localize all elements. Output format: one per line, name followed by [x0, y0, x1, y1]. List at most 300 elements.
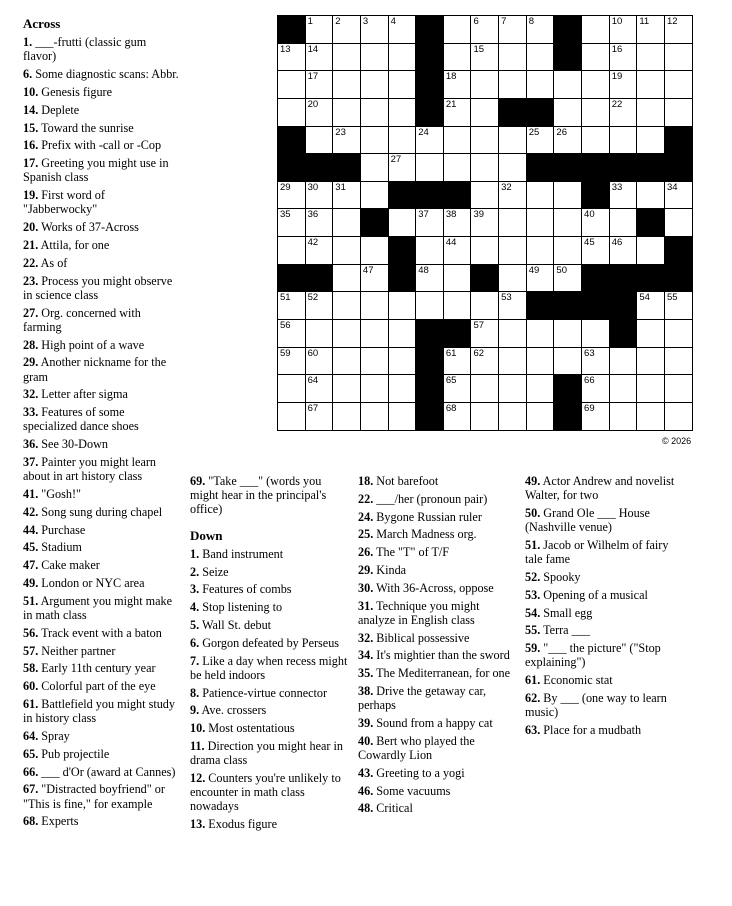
grid-cell[interactable] [665, 99, 693, 127]
clue-number: 69. [190, 474, 206, 488]
grid-cell[interactable] [527, 44, 555, 72]
grid-cell[interactable] [444, 348, 472, 376]
grid-cell[interactable] [499, 237, 527, 265]
grid-cell[interactable] [278, 99, 306, 127]
grid-cell[interactable] [582, 375, 610, 403]
grid-cell[interactable] [333, 320, 361, 348]
down-clue [358, 510, 518, 524]
clue-text: Works of 37-Across [41, 220, 139, 235]
grid-cell[interactable] [278, 71, 306, 99]
grid-cell[interactable] [278, 44, 306, 72]
grid-cell[interactable] [637, 44, 665, 72]
grid-cell[interactable] [278, 403, 306, 431]
cell-number: 38 [445, 209, 457, 221]
clue-text: Some vacuums [376, 783, 451, 798]
grid-cell[interactable] [610, 44, 638, 72]
grid-cell[interactable] [499, 182, 527, 210]
clue-text: Process you might observe in science class [23, 273, 173, 302]
grid-cell[interactable] [665, 375, 693, 403]
across-clue [23, 67, 181, 81]
grid-cell[interactable] [444, 99, 472, 127]
clue-text: Another nickname for the gram [23, 355, 167, 384]
grid-cell[interactable] [306, 99, 334, 127]
down-clue [358, 563, 518, 577]
grid-cell[interactable] [610, 348, 638, 376]
grid-cell[interactable] [471, 71, 499, 99]
grid-cell[interactable] [554, 71, 582, 99]
clue-text: Track event with a baton [41, 625, 162, 640]
grid-cell[interactable] [527, 320, 555, 348]
grid-cell[interactable] [444, 71, 472, 99]
across-clue [23, 103, 181, 117]
black-square [554, 44, 582, 72]
grid-cell[interactable] [416, 154, 444, 182]
clue-text: London or NYC area [41, 575, 145, 590]
grid-cell[interactable] [499, 16, 527, 44]
grid-cell[interactable] [610, 403, 638, 431]
grid-cell[interactable] [306, 127, 334, 155]
grid-cell[interactable] [637, 182, 665, 210]
grid-cell[interactable] [471, 44, 499, 72]
grid-cell[interactable] [499, 44, 527, 72]
clue-number: 61. [23, 696, 39, 711]
grid-cell[interactable] [610, 237, 638, 265]
cell-number: 12 [666, 16, 678, 27]
grid-cell[interactable] [333, 292, 361, 320]
grid-cell[interactable] [306, 292, 334, 320]
grid-cell[interactable] [389, 209, 417, 237]
grid-cell[interactable] [306, 320, 334, 348]
black-square [416, 348, 444, 376]
grid-cell[interactable] [333, 71, 361, 99]
down-clue [525, 691, 685, 719]
grid-cell[interactable] [389, 127, 417, 155]
across-clue [23, 782, 181, 810]
grid-cell[interactable] [637, 320, 665, 348]
black-square [416, 99, 444, 127]
grid-cell[interactable] [610, 99, 638, 127]
grid-cell[interactable] [361, 320, 389, 348]
grid-cell[interactable] [527, 265, 555, 293]
grid-cell[interactable] [333, 16, 361, 44]
grid-cell[interactable] [471, 403, 499, 431]
grid-cell[interactable] [582, 44, 610, 72]
black-square [665, 127, 693, 155]
grid-cell[interactable] [665, 320, 693, 348]
cell-number: 20 [307, 98, 319, 110]
down-clue [358, 492, 518, 506]
grid-cell[interactable] [637, 71, 665, 99]
grid-cell[interactable] [278, 182, 306, 210]
grid-cell[interactable] [444, 237, 472, 265]
grid-cell[interactable] [637, 237, 665, 265]
grid-cell[interactable] [610, 16, 638, 44]
cell-number: 15 [473, 43, 485, 55]
clue-number: 42. [23, 504, 39, 519]
grid-cell[interactable] [637, 292, 665, 320]
grid-cell[interactable] [389, 375, 417, 403]
grid-cell[interactable] [389, 403, 417, 431]
grid-cell[interactable] [361, 127, 389, 155]
cell-number: 35 [280, 209, 291, 221]
cell-number: 47 [362, 264, 374, 276]
clue-text: Greeting you might use in Spanish class [23, 156, 169, 185]
grid-cell[interactable] [389, 44, 417, 72]
down-clue [190, 565, 350, 579]
grid-cell[interactable] [582, 403, 610, 431]
grid-cell[interactable] [444, 16, 472, 44]
grid-cell[interactable] [471, 99, 499, 127]
black-square [582, 292, 610, 320]
clue-text: Argument you might make in math class [23, 593, 173, 622]
grid-cell[interactable] [333, 237, 361, 265]
grid-cell[interactable] [416, 265, 444, 293]
grid-cell[interactable] [554, 209, 582, 237]
grid-cell[interactable] [361, 237, 389, 265]
grid-cell[interactable] [499, 154, 527, 182]
grid-cell[interactable] [499, 265, 527, 293]
grid-cell[interactable] [637, 99, 665, 127]
grid-cell[interactable] [361, 154, 389, 182]
grid-cell[interactable] [471, 348, 499, 376]
cell-number: 34 [666, 181, 678, 193]
grid-cell[interactable] [637, 375, 665, 403]
clue-text: Painter you might learn about in art history class [23, 454, 157, 484]
grid-cell[interactable] [471, 127, 499, 155]
clue-text: Actor Andrew and novelist Walter, for two [525, 474, 675, 503]
clue-number: 65. [23, 746, 39, 761]
grid-cell[interactable] [499, 71, 527, 99]
across-clue [23, 661, 181, 675]
cell-number: 27 [390, 154, 402, 166]
clue-number: 61. [525, 673, 541, 688]
grid-cell[interactable] [361, 348, 389, 376]
clue-text: Terra ___ [543, 623, 590, 638]
grid-cell[interactable] [278, 348, 306, 376]
grid-cell[interactable] [444, 209, 472, 237]
grid-cell[interactable] [527, 16, 555, 44]
cell-number: 44 [445, 237, 457, 249]
grid-cell[interactable] [278, 375, 306, 403]
grid-cell[interactable] [527, 237, 555, 265]
grid-cell[interactable] [471, 209, 499, 237]
cell-number: 3 [362, 16, 369, 27]
grid-cell[interactable] [306, 16, 334, 44]
cell-number: 42 [307, 237, 319, 249]
grid-cell[interactable] [554, 320, 582, 348]
grid-cell[interactable] [637, 16, 665, 44]
grid-cell[interactable] [361, 265, 389, 293]
grid-cell[interactable] [499, 292, 527, 320]
clue-text: Some diagnostic scans: Abbr. [35, 67, 179, 82]
grid-cell[interactable] [610, 209, 638, 237]
cell-number: 36 [307, 209, 319, 221]
across-clue [23, 138, 181, 152]
grid-cell[interactable] [333, 348, 361, 376]
grid-cell[interactable] [499, 209, 527, 237]
black-square [527, 154, 555, 182]
down-clue [525, 673, 685, 687]
grid-cell[interactable] [416, 237, 444, 265]
grid-cell[interactable] [361, 44, 389, 72]
clue-text: ___ d'Or (award at Cannes) [41, 764, 176, 779]
grid-cell[interactable] [389, 71, 417, 99]
grid-cell[interactable] [610, 71, 638, 99]
grid-cell[interactable] [444, 44, 472, 72]
grid-cell[interactable] [471, 320, 499, 348]
cell-number: 53 [501, 292, 512, 304]
grid-cell[interactable] [499, 320, 527, 348]
grid-cell[interactable] [582, 348, 610, 376]
cell-number: 25 [528, 126, 540, 138]
clue-text: Stop listening to [202, 600, 283, 615]
grid-cell[interactable] [306, 71, 334, 99]
black-square [278, 154, 306, 182]
clue-text: High point of a wave [41, 337, 145, 352]
grid-cell[interactable] [389, 99, 417, 127]
clue-number: 10. [23, 85, 39, 99]
black-square [527, 99, 555, 127]
grid-cell[interactable] [527, 182, 555, 210]
clue-number: 37. [23, 454, 39, 469]
grid-cell[interactable] [582, 71, 610, 99]
clue-number: 24. [358, 509, 374, 524]
grid-cell[interactable] [527, 127, 555, 155]
grid-cell[interactable] [582, 209, 610, 237]
clue-number: 22. [358, 491, 374, 506]
grid-cell[interactable] [278, 209, 306, 237]
black-square [665, 237, 693, 265]
clue-number: 8. [190, 685, 200, 700]
down-clue-column-3 [525, 474, 685, 741]
clue-text: Bygone Russian ruler [376, 509, 482, 524]
clue-text: It's mightier than the sword [376, 648, 510, 663]
grid-cell[interactable] [665, 71, 693, 99]
grid-cell[interactable] [333, 209, 361, 237]
cell-number: 56 [280, 320, 291, 332]
clue-number: 64. [23, 728, 39, 743]
grid-cell[interactable] [582, 320, 610, 348]
black-square [499, 99, 527, 127]
grid-cell[interactable] [610, 375, 638, 403]
clue-text: Jacob or Wilhelm of fairy tale fame [525, 538, 669, 567]
grid-cell[interactable] [306, 403, 334, 431]
grid-cell[interactable] [471, 375, 499, 403]
grid-cell[interactable] [306, 237, 334, 265]
grid-cell[interactable] [499, 375, 527, 403]
grid-cell[interactable] [527, 403, 555, 431]
grid-cell[interactable] [306, 375, 334, 403]
clue-number: 41. [23, 486, 39, 501]
clue-text: See 30-Down [41, 437, 108, 452]
cell-number: 14 [307, 43, 319, 55]
down-clue [358, 648, 518, 662]
cell-number: 64 [307, 375, 319, 387]
grid-cell[interactable] [416, 209, 444, 237]
grid-cell[interactable] [665, 209, 693, 237]
grid-cell[interactable] [389, 292, 417, 320]
clue-number: 57. [23, 643, 39, 658]
clue-text: As of [40, 255, 68, 270]
clue-text: March Madness org. [376, 527, 477, 542]
grid-cell[interactable] [333, 44, 361, 72]
grid-cell[interactable] [471, 16, 499, 44]
cell-number: 16 [611, 43, 623, 55]
grid-cell[interactable] [582, 99, 610, 127]
down-clue [190, 771, 350, 814]
grid-cell[interactable] [527, 375, 555, 403]
grid-cell[interactable] [471, 237, 499, 265]
grid-cell[interactable] [389, 154, 417, 182]
grid-cell[interactable] [333, 265, 361, 293]
cell-number: 2 [335, 16, 341, 27]
grid-cell[interactable] [637, 403, 665, 431]
grid-cell[interactable] [278, 237, 306, 265]
grid-cell[interactable] [554, 348, 582, 376]
grid-cell[interactable] [361, 71, 389, 99]
down-clue [525, 606, 685, 620]
across-clue [23, 747, 181, 761]
grid-cell[interactable] [582, 127, 610, 155]
grid-cell[interactable] [444, 403, 472, 431]
grid-cell[interactable] [333, 375, 361, 403]
grid-cell[interactable] [471, 154, 499, 182]
grid-cell[interactable] [554, 127, 582, 155]
grid-cell[interactable] [278, 292, 306, 320]
clue-text: Features of some specialized dance shoes [23, 405, 139, 434]
grid-cell[interactable] [361, 292, 389, 320]
grid-cell[interactable] [637, 127, 665, 155]
cell-number: 55 [666, 292, 678, 304]
cell-number: 31 [335, 181, 346, 193]
grid-cell[interactable] [665, 16, 693, 44]
grid-cell[interactable] [610, 182, 638, 210]
across-heading: Across [23, 16, 61, 31]
cell-number: 50 [556, 264, 567, 276]
grid-cell[interactable] [665, 44, 693, 72]
clue-number: 29. [358, 562, 374, 577]
grid-cell[interactable] [554, 237, 582, 265]
grid-cell[interactable] [361, 16, 389, 44]
grid-cell[interactable] [361, 375, 389, 403]
grid-cell[interactable] [582, 16, 610, 44]
grid-cell[interactable] [333, 127, 361, 155]
clue-number: 32. [358, 630, 374, 645]
black-square [610, 292, 638, 320]
grid-cell[interactable] [333, 403, 361, 431]
clue-number: 6. [190, 635, 200, 650]
cell-number: 60 [307, 347, 319, 359]
grid-cell[interactable] [361, 99, 389, 127]
clue-text: Small egg [543, 605, 593, 620]
grid-cell[interactable] [554, 182, 582, 210]
clue-number: 39. [358, 715, 374, 730]
clue-text: Purchase [41, 522, 86, 537]
grid-cell[interactable] [416, 292, 444, 320]
cell-number: 17 [307, 71, 319, 83]
grid-cell[interactable] [444, 265, 472, 293]
black-square [416, 16, 444, 44]
grid-cell[interactable] [527, 209, 555, 237]
grid-cell[interactable] [665, 292, 693, 320]
cell-number: 61 [445, 347, 457, 359]
cell-number: 26 [556, 126, 567, 138]
cell-number: 46 [611, 237, 623, 249]
clue-text: ___/her (pronoun pair) [376, 491, 488, 506]
clue-text: Opening of a musical [543, 587, 648, 602]
clue-number: 15. [23, 120, 39, 135]
cell-number: 11 [639, 16, 650, 27]
clue-number: 30. [358, 580, 374, 595]
grid-cell[interactable] [665, 182, 693, 210]
grid-cell[interactable] [499, 127, 527, 155]
down-clue [190, 618, 350, 632]
black-square [582, 154, 610, 182]
clue-text: Drive the getaway car, perhaps [358, 683, 487, 713]
grid-cell[interactable] [499, 348, 527, 376]
down-clue [190, 703, 350, 717]
across-clue [23, 487, 181, 501]
grid-cell[interactable] [389, 348, 417, 376]
down-clue [358, 684, 518, 712]
cell-number: 40 [584, 209, 595, 221]
grid-cell[interactable] [389, 320, 417, 348]
grid-cell[interactable] [444, 292, 472, 320]
across-clue [23, 256, 181, 270]
cell-number: 24 [418, 126, 429, 138]
clue-text: Letter after sigma [41, 387, 128, 402]
grid-cell[interactable] [444, 127, 472, 155]
grid-cell[interactable] [333, 182, 361, 210]
down-clue [358, 666, 518, 680]
grid-cell[interactable] [554, 99, 582, 127]
grid-cell[interactable] [333, 99, 361, 127]
cell-number: 62 [473, 347, 485, 359]
grid-cell[interactable] [444, 375, 472, 403]
grid-cell[interactable] [306, 44, 334, 72]
down-clue [525, 641, 685, 669]
grid-cell[interactable] [471, 292, 499, 320]
grid-cell[interactable] [306, 209, 334, 237]
grid-cell[interactable] [610, 127, 638, 155]
grid-cell[interactable] [306, 182, 334, 210]
grid-cell[interactable] [665, 348, 693, 376]
grid-cell[interactable] [554, 265, 582, 293]
grid-cell[interactable] [637, 348, 665, 376]
clue-text: First word of "Jabberwocky" [23, 188, 105, 217]
grid-cell[interactable] [471, 182, 499, 210]
grid-cell[interactable] [416, 127, 444, 155]
grid-cell[interactable] [527, 71, 555, 99]
black-square [554, 375, 582, 403]
grid-cell[interactable] [444, 154, 472, 182]
grid-cell[interactable] [527, 348, 555, 376]
clue-text: Grand Ole ___ House (Nashville venue) [525, 506, 650, 535]
grid-cell[interactable] [361, 403, 389, 431]
grid-cell[interactable] [361, 182, 389, 210]
across-clue [23, 121, 181, 135]
grid-cell[interactable] [582, 237, 610, 265]
across-clue [23, 220, 181, 234]
grid-cell[interactable] [665, 403, 693, 431]
grid-cell[interactable] [306, 348, 334, 376]
clue-text: With 36-Across, oppose [376, 580, 494, 595]
black-square [610, 320, 638, 348]
grid-cell[interactable] [499, 403, 527, 431]
grid-cell[interactable] [278, 320, 306, 348]
down-clue [358, 716, 518, 730]
grid-cell[interactable] [389, 16, 417, 44]
